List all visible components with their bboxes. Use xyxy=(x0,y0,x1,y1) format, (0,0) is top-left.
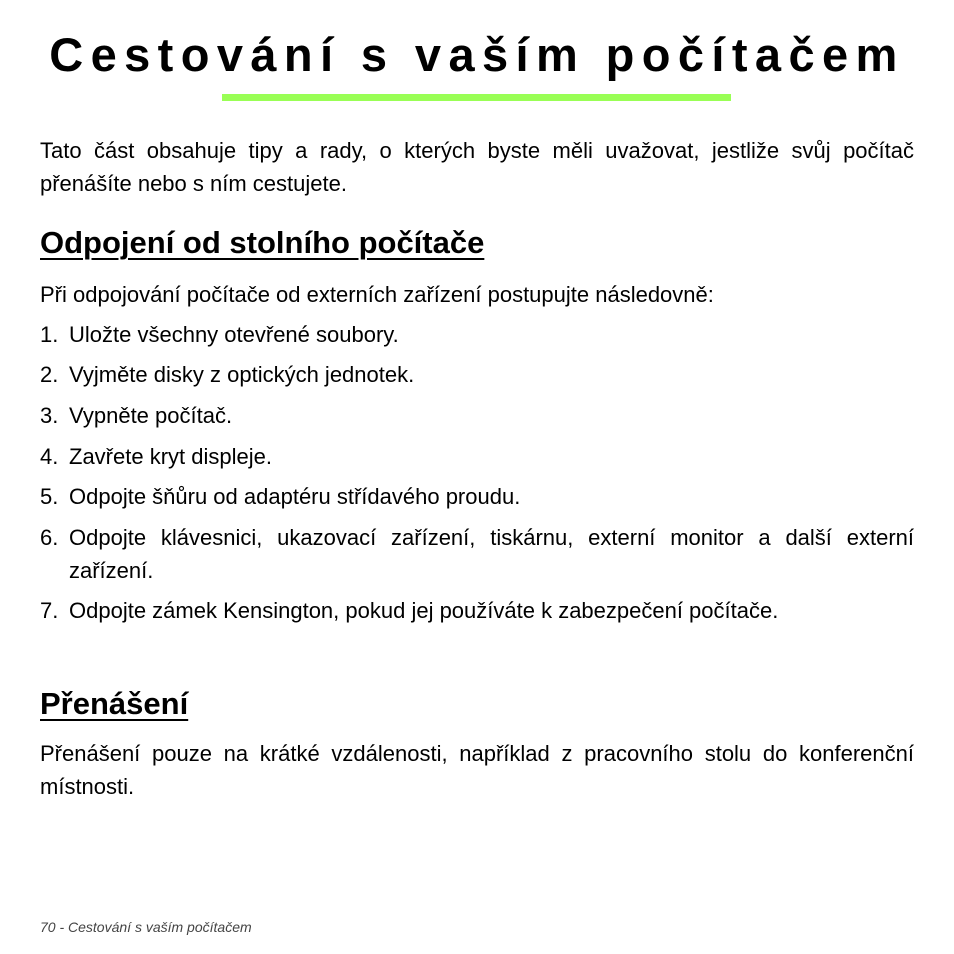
list-item xyxy=(40,358,914,391)
list-text: Odpojte šňůru od adaptéru střídavého proudu. xyxy=(69,484,521,509)
page-title: Cestování s vaším počítačem xyxy=(49,28,905,81)
disconnect-lead-text: Při odpojování počítače od externích zařízení postupujte následovně: xyxy=(40,282,714,307)
list-text: Vyjměte disky z optických jednotek. xyxy=(69,362,415,387)
list-number: 7. xyxy=(40,598,59,623)
list-number: 1. xyxy=(40,322,59,347)
carrying-paragraph: Přenášení pouze na krátké vzdálenosti, například z pracovního stolu do konferenční místnosti. xyxy=(40,741,914,799)
list-text: Odpojte klávesnici, ukazovací zařízení, tiskárnu, externí monitor a další externí zařízení. xyxy=(69,525,914,583)
list-text: Uložte všechny otevřené soubory. xyxy=(69,322,399,347)
section-heading-carrying: Přenášení xyxy=(40,686,189,721)
list-number: 6. xyxy=(40,525,59,550)
list-number: 3. xyxy=(40,403,59,428)
list-number: 4. xyxy=(40,444,59,469)
list-item xyxy=(40,480,914,513)
list-text: Odpojte zámek Kensington, pokud jej používáte k zabezpečení počítače. xyxy=(69,598,779,623)
list-item xyxy=(40,318,914,351)
list-number: 2. xyxy=(40,362,59,387)
title-underline-bar xyxy=(222,94,731,101)
section-heading-disconnect: Odpojení od stolního počítače xyxy=(40,225,485,260)
list-number: 5. xyxy=(40,484,59,509)
list-item xyxy=(40,440,914,473)
page-footer: 70 - Cestování s vaším počítačem xyxy=(40,919,252,935)
list-item xyxy=(40,399,914,432)
list-text: Zavřete kryt displeje. xyxy=(69,444,272,469)
intro-paragraph: Tato část obsahuje tipy a rady, o kterých byste měli uvažovat, jestliže svůj počítač přenášíte nebo s ním cestujete. xyxy=(40,138,914,196)
list-item xyxy=(40,594,914,627)
list-item xyxy=(40,521,914,587)
list-text: Vypněte počítač. xyxy=(69,403,233,428)
